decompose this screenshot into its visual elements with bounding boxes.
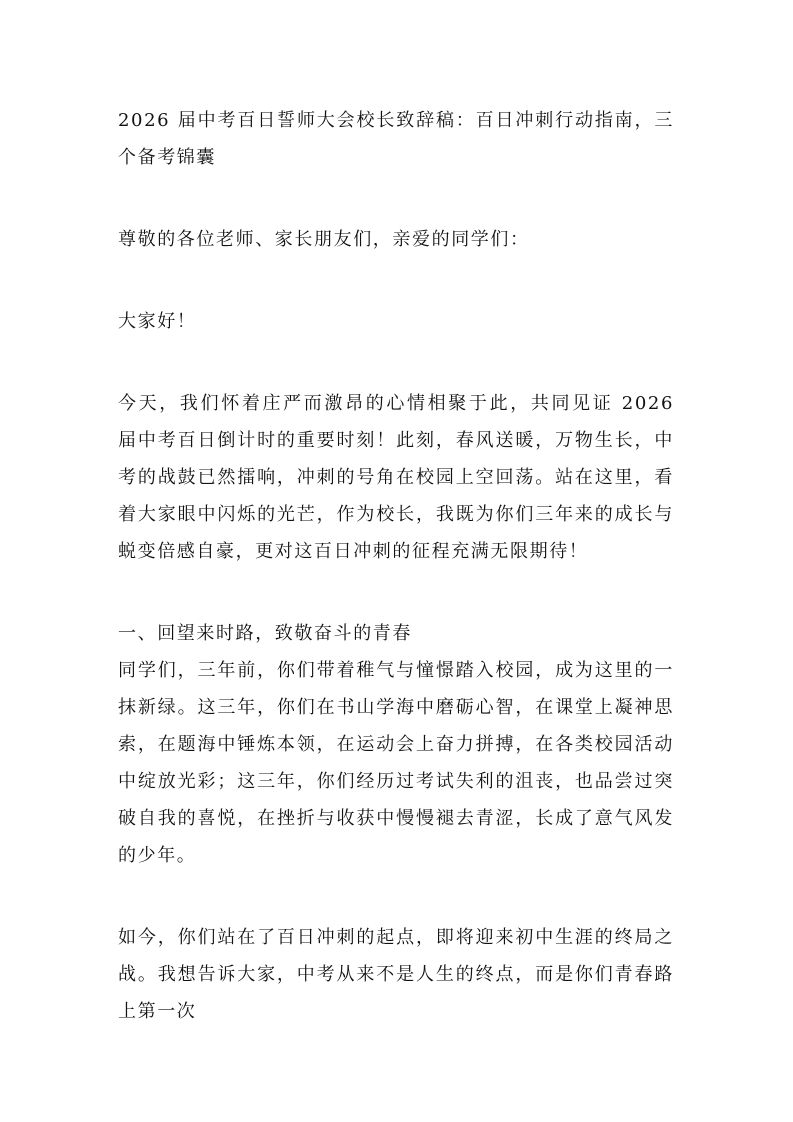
spacer bbox=[118, 874, 674, 919]
spacer bbox=[118, 570, 674, 615]
spacer bbox=[118, 258, 674, 303]
document-title: 2026 届中考百日誓师大会校长致辞稿：百日冲刺行动指南，三个备考锦囊 bbox=[118, 110, 674, 168]
section-paragraph: 如今，你们站在了百日冲刺的起点，即将迎来初中生涯的终局之战。我想告诉大家，中考从来不是人生的终点，而是你们青春路上第一次 bbox=[118, 927, 674, 1022]
section-heading: 一、回望来时路，致敬奋斗的青春 bbox=[118, 623, 412, 644]
greeting: 大家好！ bbox=[118, 311, 197, 332]
spacer bbox=[118, 176, 674, 221]
section-paragraph: 同学们，三年前，你们带着稚气与憧憬踏入校园，成为这里的一抹新绿。这三年，你们在书山学海中磨砺心智，在课堂上凝神思索，在题海中锤炼本领，在运动会上奋力拼搏，在各类校园活动中绽放光彩；这三年，你们经历过考试失利的沮丧，也品尝过突破自我的喜悦，在挫折与收获中慢慢褪去青涩，长成了意气风发的少年。 bbox=[118, 660, 674, 866]
salutation: 尊敬的各位老师、家长朋友们，亲爱的同学们： bbox=[118, 229, 530, 250]
intro-paragraph: 今天，我们怀着庄严而激昂的心情相聚于此，共同见证 2026 届中考百日倒计时的重要时刻！此刻，春风送暖，万物生长，中考的战鼓已然擂响，冲刺的号角在校园上空回荡。站在这里，看着大家眼中闪烁的光芒，作为校长，我既为你们三年来的成长与蜕变倍感自豪，更对这百日冲刺的征程充满无限期待！ bbox=[118, 393, 674, 562]
spacer bbox=[118, 340, 674, 385]
document-page bbox=[118, 102, 674, 1030]
